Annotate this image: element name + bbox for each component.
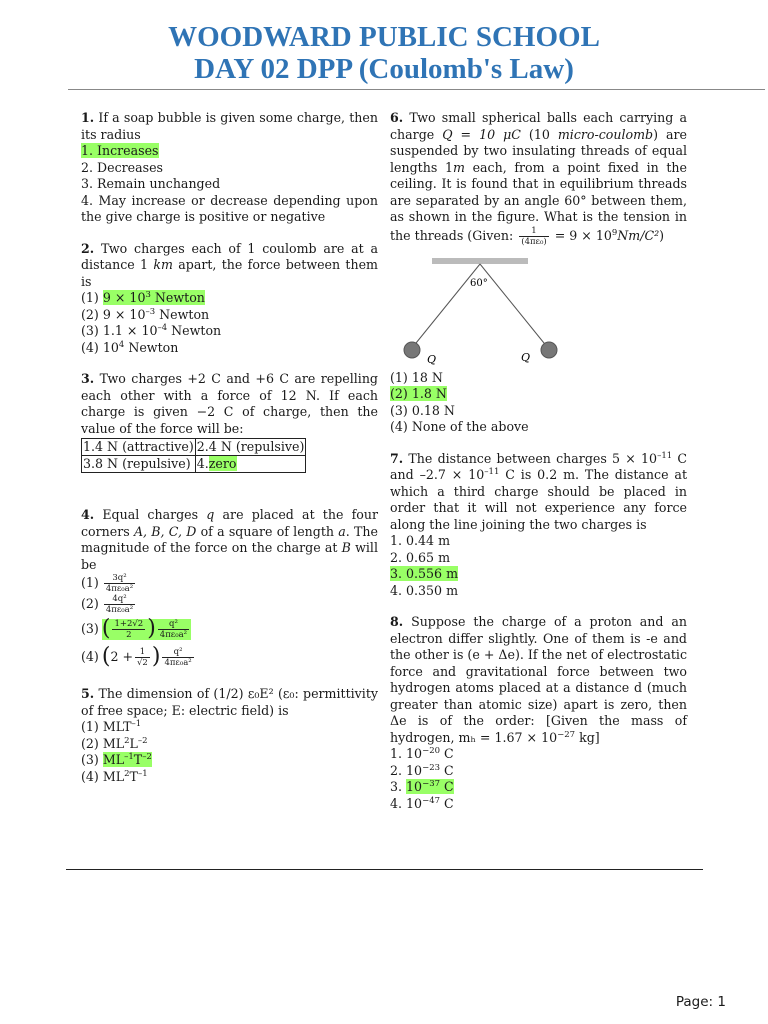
right-column xyxy=(390,110,687,827)
option-1 xyxy=(81,143,378,160)
question-8: 8. Suppose the charge of a proton and an electron differ slightly. One of them is -e and the other is (e + Δe). If the net of electrostatic force and gravitational force between two hydrogen atoms placed at a distance d (much greater than atomic size) apart is zero, then Δe is of the order: [Given the mass of hydrogen, $m_h = 1.67 \times 10^{-27}$ kg] 1. $10^{-20}$ C 2. $10^{-23}$ C 3. $10^{-37}$ C 4. $10^{-47}$ C xyxy=(390,614,687,811)
table-row xyxy=(82,439,306,456)
option-1: 1. $10^{-20}$ C xyxy=(390,746,454,761)
fraction: $\frac{\text{3q²}}{\text{4πε₀a²}}$ xyxy=(105,573,134,594)
unit: km xyxy=(153,257,173,272)
question-number: 4. xyxy=(81,507,95,522)
question-text: Two charges each of 1 coulomb are at a distance 1 xyxy=(81,240,378,272)
pendulum-figure xyxy=(400,253,570,368)
header-rule xyxy=(68,89,765,90)
answer-highlight: $ML^{-1}T^{-2}$ xyxy=(102,752,152,767)
question-6: 6. Two small spherical balls each carrying a charge Q = 10 μC (10 micro-coulomb) are suspended by two insulating threads of equal lengths 1m each, from a point fixed in the ceiling. It is found that in equilibrium threads are separated by an angle 60° between them, as shown in the figure. What is the tension in the threads (Given: $\frac{1}{\text{(4πε₀)}}$ = $9 \times 10^9Nm/C^2$) 60° Q Q (1) 18 N (2) 1.8 N (3) 0.18 N (4) None of the above xyxy=(390,110,687,434)
answer-highlight: 1. Increases xyxy=(81,143,159,158)
table-cell: 4.zero xyxy=(195,456,306,473)
option-2: 2. $10^{-23}$ C xyxy=(390,762,454,778)
question-3 xyxy=(81,371,378,473)
left-column xyxy=(81,110,378,800)
school-title: WOODWARD PUBLIC SCHOOL xyxy=(168,21,600,53)
option-2: (2) $\frac{\text{4q²}}{\text{4πε₀a²}}$ xyxy=(81,594,134,615)
question-number: 7. xyxy=(390,450,404,466)
table-cell: 1.4 N (attractive) xyxy=(83,439,194,454)
fraction: $\frac{\text{4q²}}{\text{4πε₀a²}}$ xyxy=(105,594,134,615)
answer-highlight: zero xyxy=(208,456,237,471)
option-1: 1. 0.44 m xyxy=(390,533,451,548)
option-1: (1) $\frac{\text{3q²}}{\text{4πε₀a²}}$ xyxy=(81,573,134,594)
option-2: (2) $9 \times 10^{-3}$ Newton xyxy=(81,306,210,322)
option-3: 3. Remain unchanged xyxy=(81,176,221,191)
option-4: 4. $10^{-47}$ C xyxy=(390,795,454,811)
question-1 xyxy=(81,110,378,226)
option-1: (1) 18 N xyxy=(390,369,443,385)
charged-ball-left xyxy=(404,342,420,358)
angle-label: 60° xyxy=(470,277,488,289)
option-3: (3) $1.1 \times 10^{-4}$ Newton xyxy=(81,323,222,338)
answer-highlight: 3. 0.556 m xyxy=(390,566,459,581)
question-number: 8. xyxy=(390,614,404,629)
ball-label-right: Q xyxy=(521,350,531,364)
ball-label-left: Q xyxy=(427,352,437,366)
answer-highlight: $9 \times 10^3$ Newton xyxy=(102,290,205,305)
ceiling-support xyxy=(432,258,528,264)
option-3 xyxy=(390,566,687,583)
table-cell: 2.4 N (repulsive) xyxy=(196,439,305,454)
option-1: (1) $MLT^{-1}$ xyxy=(81,719,142,734)
option-3: (3) $ML^{-1}T^{-2}$ xyxy=(81,752,152,767)
question-text: If a soap bubble is given some charge, then its radius xyxy=(81,110,378,142)
question-7: 7. The distance between charges $5 \times 10^{-11}$ C and $-2.7 \times 10^{-11}$ C is 0.2 m. The distance at which a third charge should be placed in order that it will not experience any force along the line joining the two charges is 1. 0.44 m 2. 0.65 m 3. 0.556 m 4. 0.350 m xyxy=(390,450,688,598)
question-number: 5. xyxy=(81,686,95,701)
thread-left xyxy=(412,264,480,348)
option-4: (4) $ML^2T^{-1}$ xyxy=(81,768,148,784)
option-4: (4) ( 2 + $\frac{1}{√2}$ ) $\frac{\text{q²}}{\text{4πε₀a²}}$ xyxy=(81,644,192,669)
question-number: 2. xyxy=(81,240,95,256)
answer-highlight: (2) 1.8 N xyxy=(390,386,447,401)
question-text: The dimension of (1/2) ε₀E² (ε₀: permittivity of free space; E: electric field) is xyxy=(81,686,378,718)
answer-highlight: $10^{-37}$ C xyxy=(406,779,454,794)
option-2: (2) $ML^2L^{-2}$ xyxy=(81,735,148,751)
question-number: 3. xyxy=(81,371,95,386)
worksheet-title: DAY 02 DPP (Coulomb's Law) xyxy=(194,53,574,85)
option-1: (1) $9 \times 10^3$ Newton xyxy=(81,290,205,305)
footer-rule xyxy=(66,869,703,870)
option-3: (3) ( $\frac{1+2√2}{2}$ ) $\frac{\text{q²}}{\text{4πε₀a²}}$ xyxy=(81,615,378,643)
answer-highlight: ( $\frac{1+2√2}{2}$ ) $\frac{\text{q²}}{\text{4πε₀a²}}$ xyxy=(102,619,191,640)
options-table xyxy=(81,438,306,473)
question-text: apart, the force between them is xyxy=(81,257,378,289)
question-4: 4. Equal charges q are placed at the four corners A, B, C, D of a square of length a. The magnitude of the force on the charge at B will be (1) $\frac{\text{3q²}}{\text{4πε₀a²}}$ (2) $\frac{\text{4q²}}{\text{4πε₀a²}}$ (3) ( $\frac{1+2√2}{2}$ ) $\frac{\text{q²}}{\text{4πε₀a²}}$ (4) ( 2 + $\frac{1}{√2}$ ) $\frac{\text{q²}}{\text{4πε₀a²}}$ xyxy=(81,507,378,669)
question-5 xyxy=(81,686,378,785)
table-cell: 3.8 N (repulsive) xyxy=(82,456,196,473)
option-2: 2. 0.65 m xyxy=(390,549,451,565)
option-2: 2. Decreases xyxy=(81,159,163,175)
option-3: (3) 0.18 N xyxy=(390,402,455,418)
option-4: 4. May increase or decrease depending upon the give charge is positive or negative xyxy=(81,192,378,224)
option-4: (4) $10^4$ Newton xyxy=(81,339,179,355)
question-number: 6. xyxy=(390,110,404,125)
thread-right xyxy=(480,264,548,348)
option-3: 3. $10^{-37}$ C xyxy=(390,779,454,794)
option-4: 4. 0.350 m xyxy=(390,582,459,598)
option-4: (4) None of the above xyxy=(390,419,529,434)
table-row xyxy=(82,456,306,473)
page-number: Page: 1 xyxy=(675,994,726,1010)
question-text: Two charges +2 C and +6 C are repelling each other with a force of 12 N. If each charge is given −2 C of charge, then the value of the force will be: xyxy=(81,371,378,436)
question-number: 1. xyxy=(81,110,95,125)
option-2 xyxy=(390,386,687,403)
charged-ball-right xyxy=(541,342,557,358)
question-2 xyxy=(81,241,378,357)
